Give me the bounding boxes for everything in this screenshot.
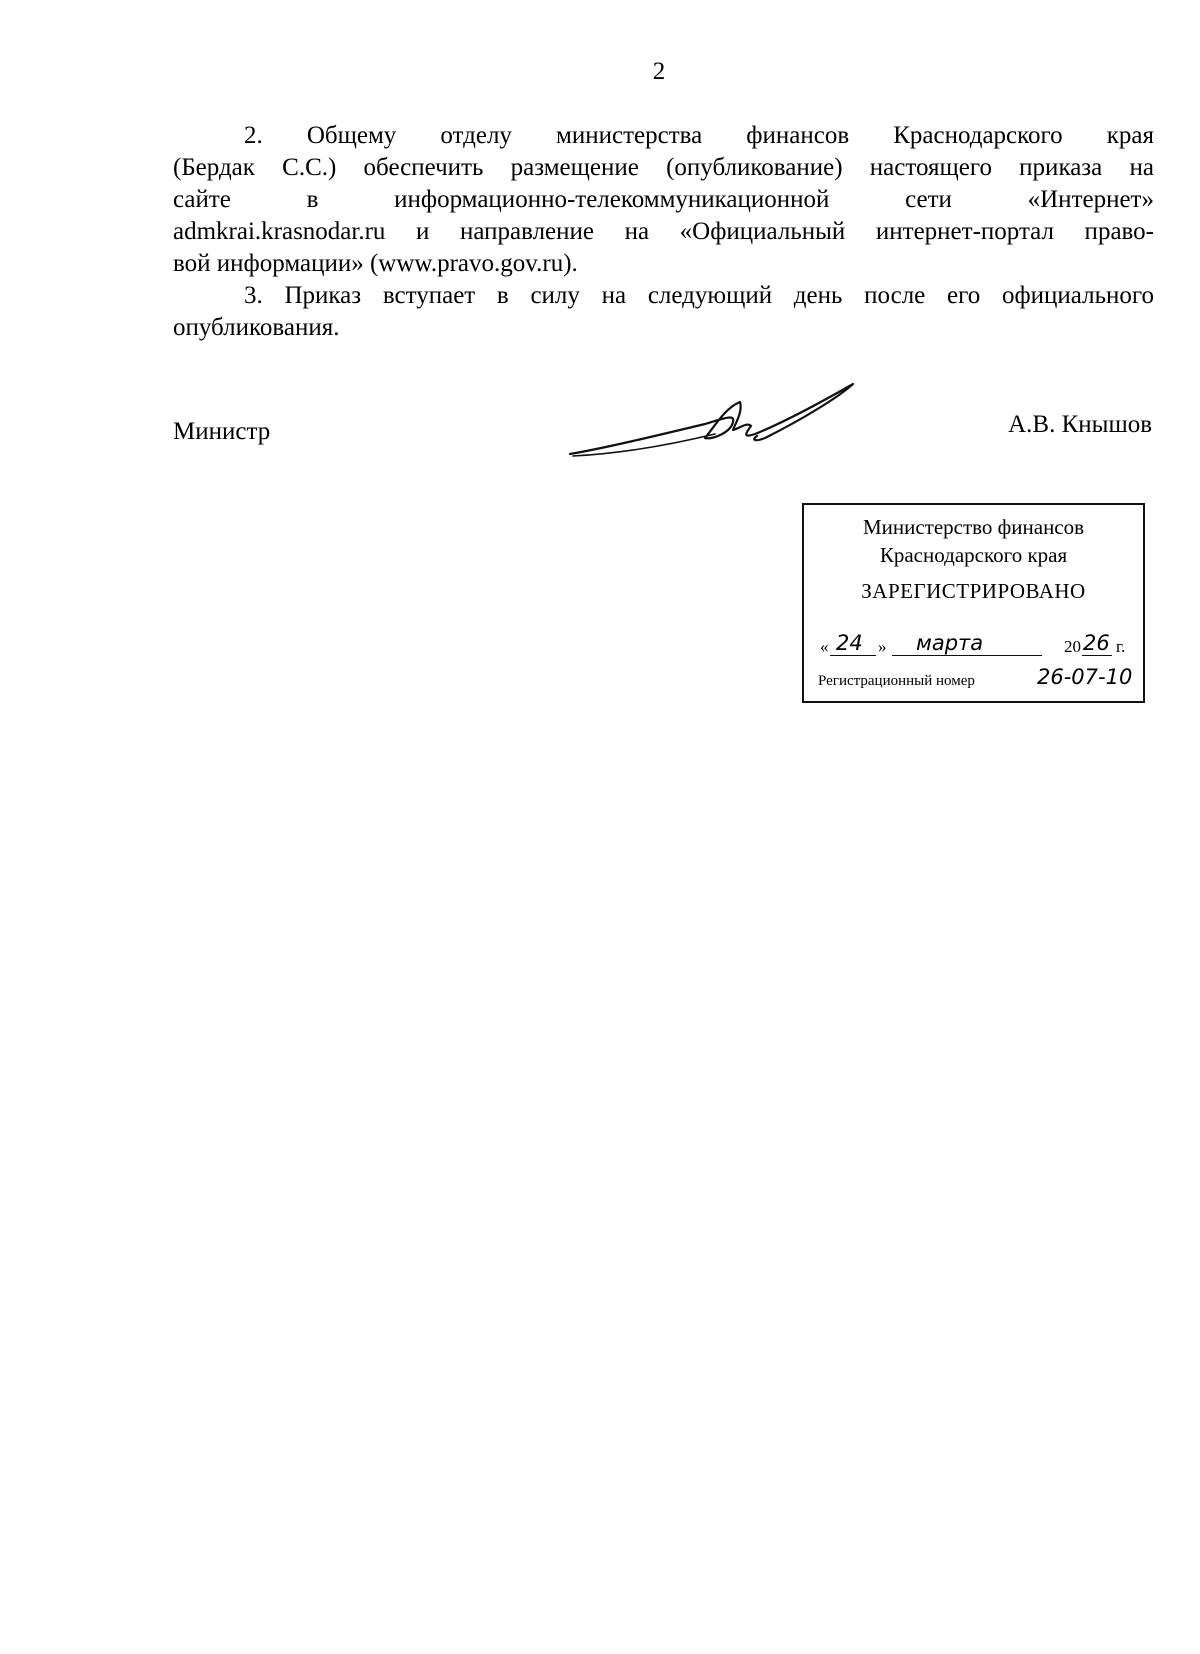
- stamp-date-close-quote: »: [878, 637, 887, 656]
- stamp-date-open-quote: «: [820, 637, 829, 656]
- paragraph-2-line: admkrai.krasnodar.ru и направление на «Официальный интернет-портал право-: [173, 218, 1154, 245]
- stamp-date: [820, 631, 1140, 661]
- stamp-date-year-suffix: 26: [1083, 631, 1110, 655]
- document-body: [173, 120, 1154, 344]
- paragraph-2-line: (Бердак С.С.) обеспечить размещение (опубликование) настоящего приказа на: [173, 154, 1154, 181]
- paragraph-3-line: 3. Приказ вступает в силу на следующий день после его официального: [244, 282, 1154, 309]
- stamp-date-year-unit: г.: [1116, 637, 1126, 656]
- stamp-status: ЗАРЕГИСТРИРОВАНО: [861, 579, 1086, 603]
- signatory-name: А.В. Кнышов: [1008, 411, 1152, 438]
- stamp-date-month-rule: [892, 655, 1042, 656]
- page-number: 2: [652, 58, 666, 85]
- paragraph-3-line: опубликования.: [173, 314, 340, 341]
- stamp-org-line: Краснодарского края: [879, 543, 1068, 567]
- signatory-role: Министр: [173, 418, 271, 445]
- stamp-org-line: Министерство финансов: [862, 515, 1085, 539]
- paragraph-2-line: вой информации» (www.pravo.gov.ru).: [173, 250, 578, 277]
- stamp-date-month: марта: [916, 631, 984, 655]
- paragraph-2: [173, 120, 1154, 280]
- stamp-reg-number: 26-07-10: [1037, 665, 1133, 689]
- stamp-date-day: 24: [836, 631, 863, 655]
- stamp-date-year-prefix: 20: [1064, 637, 1081, 656]
- stamp-date-day-rule: [830, 655, 876, 656]
- paragraph-2-line: сайте в информационно-телекоммуникационной сети «Интернет»: [173, 186, 1154, 213]
- handwritten-signature: [565, 378, 860, 463]
- registration-stamp: [802, 503, 1145, 703]
- paragraph-3: [173, 280, 1154, 344]
- stamp-reg-label: Регистрационный номер: [818, 673, 975, 689]
- stamp-organization: [804, 513, 1143, 569]
- stamp-date-year-rule: [1082, 655, 1112, 656]
- paragraph-2-line: 2. Общему отделу министерства финансов Краснодарского края: [244, 122, 1154, 149]
